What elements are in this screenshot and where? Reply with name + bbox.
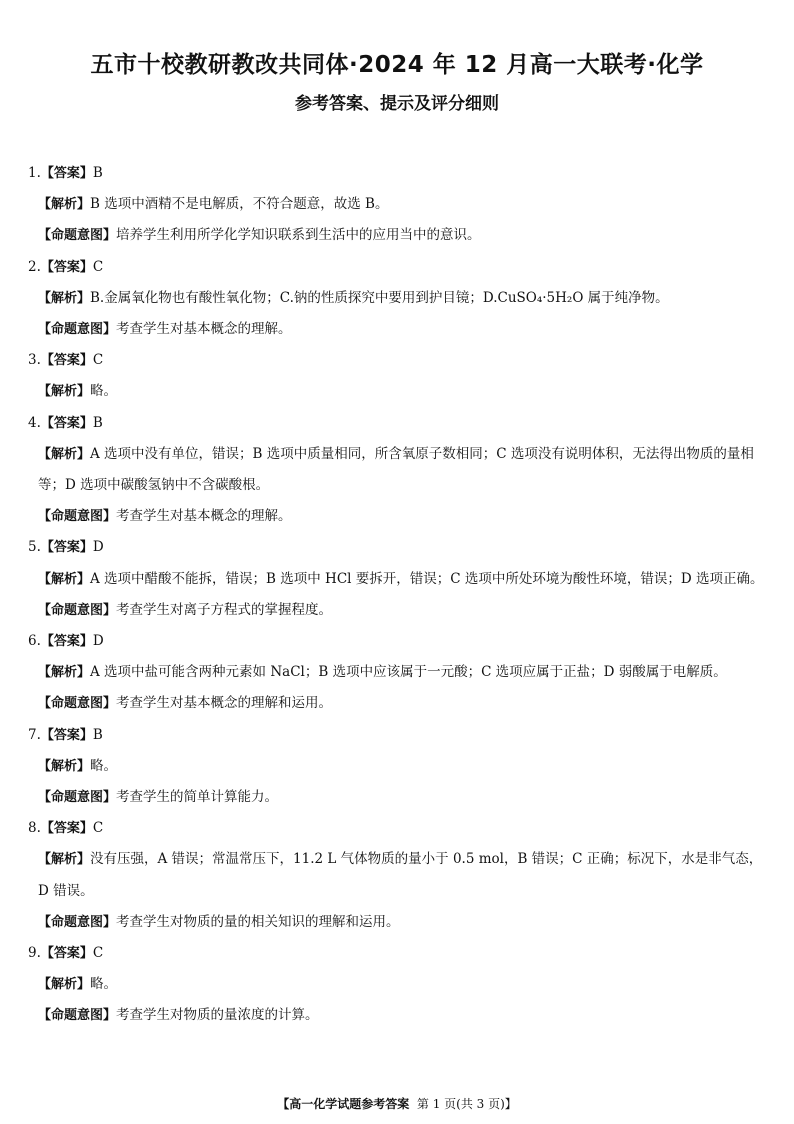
intent-label: 【命题意图】 [38,322,117,338]
intent-label: 【命题意图】 [38,914,117,930]
intent-text: 考查学生对基本概念的理解。 [116,321,292,338]
analysis-line [28,657,770,688]
answer-label: 【答案】 [40,946,93,962]
answer-value: C [92,820,104,837]
answer-line [28,345,770,376]
analysis-label: 【解析】 [38,852,91,868]
intent-line [28,782,770,813]
intent-line [28,314,770,345]
intent-text: 考查学生对基本概念的理解。 [116,508,292,525]
intent-label: 【命题意图】 [38,228,117,244]
question-number: 1. [28,165,41,181]
question-3 [28,345,770,407]
intent-text: 考查学生对物质的量浓度的计算。 [116,1007,319,1024]
analysis-text: B 选项中酒精不是电解质，不符合题意，故选 B。 [90,196,389,213]
question-number: 6. [28,633,41,650]
question-4 [28,408,770,533]
analysis-label: 【解析】 [38,571,91,587]
intent-text: 考查学生的简单计算能力。 [116,789,279,806]
footer-course: 【高一化学试题参考答案 [277,1097,410,1111]
answer-line [28,720,770,751]
analysis-label: 【解析】 [38,977,91,993]
answer-label: 【答案】 [40,259,93,275]
answer-line [28,626,770,657]
question-6 [28,626,770,720]
question-number: 7. [28,726,41,743]
analysis-text: 略。 [90,383,118,400]
question-number: 3. [28,352,41,369]
question-9 [28,938,770,1032]
analysis-label: 【解析】 [38,446,91,462]
analysis-text: 没有压强，A 错误；常温常压下，11.2 L 气体物质的量小于 0.5 mol，B 错误；C 正确；标况下，水是非气态，D 错误。 [38,851,763,899]
page-subtitle: 参考答案、提示及评分细则 [295,94,499,114]
question-number: 9. [28,945,41,962]
intent-label: 【命题意图】 [38,1008,117,1024]
answer-label: 【答案】 [40,727,93,743]
answer-value: C [92,352,104,369]
question-2 [28,252,770,346]
intent-text: 考查学生对离子方程式的掌握程度。 [116,601,333,618]
analysis-text: A 选项中醋酸不能拆，错误；B 选项中 HCl 要拆开，错误；C 选项中所处环境为酸性环境，错误；D 选项正确。 [90,570,764,587]
page-title: 五市十校教研教改共同体·2024 年 12 月高一大联考·化学 [90,52,704,78]
answer-value: B [92,165,103,181]
answer-line [28,532,770,563]
analysis-text: 略。 [90,976,118,993]
intent-line [28,907,770,938]
answer-line [28,813,770,844]
answer-label: 【答案】 [40,415,93,431]
question-number: 4. [28,414,41,431]
analysis-line [28,844,770,906]
answer-label: 【答案】 [40,540,93,556]
analysis-text: A 选项中没有单位，错误；B 选项中质量相同，所含氧原子数相同；C 选项没有说明体积，无法得出物质的量相等；D 选项中碳酸氢钠中不含碳酸根。 [38,445,754,494]
intent-label: 【命题意图】 [38,696,117,712]
answer-value: C [92,258,104,275]
answer-value: B [92,414,103,431]
answer-value: D [92,539,104,556]
intent-label: 【命题意图】 [38,509,117,525]
answer-value: B [92,726,103,743]
intent-line [28,688,770,719]
analysis-label: 【解析】 [38,290,91,306]
question-5 [28,532,770,626]
analysis-line [28,969,770,1000]
analysis-line [28,564,770,595]
analysis-line [28,376,770,407]
analysis-line [28,283,770,314]
analysis-text: 略。 [90,757,118,774]
intent-label: 【命题意图】 [38,790,117,806]
intent-text: 考查学生对基本概念的理解和运用。 [116,695,333,712]
answer-label: 【答案】 [40,166,93,181]
answer-value: C [92,945,104,962]
question-1 [28,158,770,252]
question-number: 8. [28,820,41,837]
intent-text: 考查学生对物质的量的相关知识的理解和运用。 [116,913,400,930]
footer-page-number: 第 1 页(共 3 页)】 [416,1097,517,1111]
answer-line [28,158,770,189]
intent-line [28,595,770,626]
analysis-text: A 选项中盐可能含两种元素如 NaCl；B 选项中应该属于一元酸；C 选项应属于正盐；D 弱酸属于电解质。 [90,664,727,681]
intent-label: 【命题意图】 [38,602,117,618]
question-number: 2. [28,258,41,275]
answer-label: 【答案】 [40,353,93,369]
answer-label: 【答案】 [40,821,93,837]
answer-line [28,252,770,283]
answer-line [28,408,770,439]
analysis-label: 【解析】 [38,197,91,213]
answer-line [28,938,770,969]
analysis-line [28,439,770,501]
answer-list [28,158,770,1032]
answer-label: 【答案】 [40,634,93,650]
intent-line [28,1000,770,1031]
question-7 [28,720,770,814]
analysis-line [28,751,770,782]
page-footer [0,1095,794,1112]
analysis-label: 【解析】 [38,665,91,681]
question-number: 5. [28,539,41,556]
question-8 [28,813,770,938]
answer-value: D [92,633,104,650]
analysis-text: B.金属氧化物也有酸性氧化物；C.钠的性质探究中要用到护目镜；D.CuSO₄·5H₂O 属于纯净物。 [90,289,669,306]
intent-line [28,501,770,532]
analysis-label: 【解析】 [38,384,91,400]
analysis-line [28,189,770,220]
intent-line [28,220,770,251]
intent-text: 培养学生利用所学化学知识联系到生活中的应用当中的意识。 [116,227,481,244]
analysis-label: 【解析】 [38,758,91,774]
